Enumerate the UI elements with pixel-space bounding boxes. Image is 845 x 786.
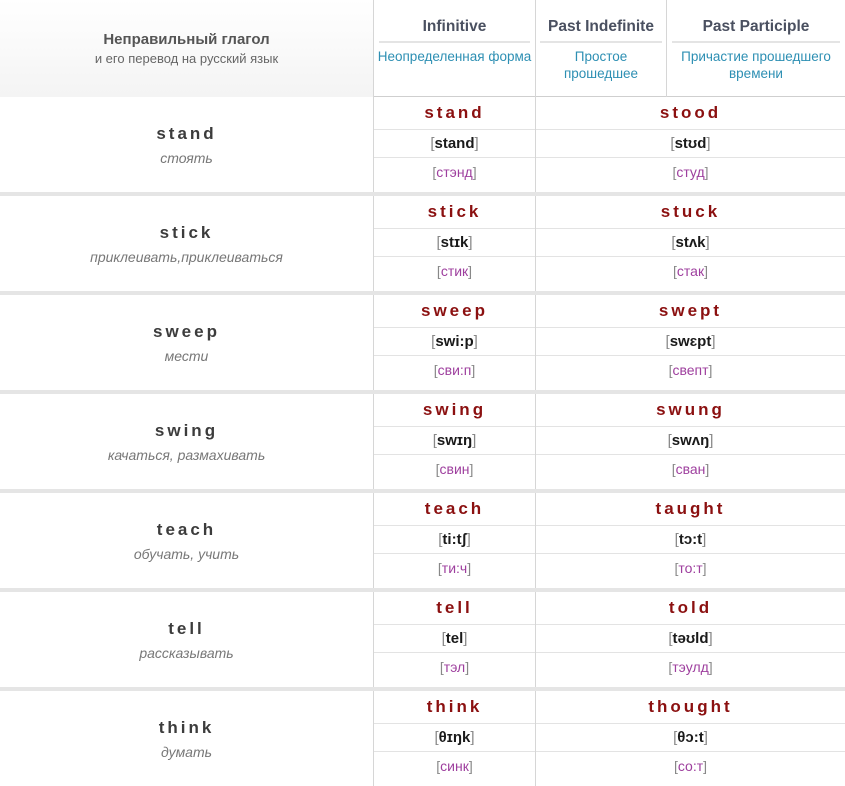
verb-russian: качаться, размахивать [107, 446, 266, 463]
verb-russian: приклеивать,приклеиваться [90, 248, 283, 265]
header-past-indefinite: Past Indefinite [540, 18, 662, 43]
past-forms-cell [536, 691, 845, 786]
infinitive-word: stick [427, 202, 482, 221]
past-word: swept [658, 301, 723, 320]
infinitive-transcription: [swɪŋ] [432, 432, 477, 449]
past-transcription: [təʊld] [668, 630, 713, 647]
past-word: taught [655, 499, 726, 518]
verb-cell [0, 691, 374, 786]
infinitive-russian-reading: [синк] [436, 758, 473, 774]
infinitive-cell [374, 592, 536, 687]
table-row [0, 592, 845, 691]
past-russian-reading: [то:т] [674, 560, 707, 576]
header-past-indefinite-column [536, 0, 667, 97]
past-transcription: [swʌŋ] [667, 432, 714, 449]
verb-english: tell [168, 618, 205, 638]
verb-russian: думать [161, 743, 212, 760]
past-word: stuck [660, 202, 721, 221]
table-row [0, 97, 845, 196]
header-verb-subtitle: и его перевод на русский язык [94, 51, 279, 66]
verb-cell [0, 97, 374, 192]
header-past-participle-column [667, 0, 845, 97]
header-infinitive-column [374, 0, 536, 97]
verb-russian: мести [164, 347, 209, 364]
past-russian-reading: [со:т] [673, 758, 708, 774]
infinitive-transcription: [stand] [430, 135, 479, 152]
past-word: told [668, 598, 713, 617]
verb-english: teach [156, 519, 217, 539]
infinitive-transcription: [ti:tʃ] [438, 531, 471, 548]
past-russian-reading: [тэулд] [668, 659, 713, 675]
infinitive-word: swing [422, 400, 487, 419]
verb-russian: рассказывать [139, 644, 234, 661]
header-infinitive: Infinitive [379, 18, 530, 43]
past-russian-reading: [сван] [671, 461, 710, 477]
table-row [0, 295, 845, 394]
verb-english: swing [154, 420, 219, 440]
past-forms-cell [536, 493, 845, 588]
past-word: thought [648, 697, 733, 716]
past-forms-cell [536, 196, 845, 291]
past-word: swung [656, 400, 725, 419]
infinitive-cell [374, 394, 536, 489]
infinitive-transcription: [stɪk] [436, 234, 473, 251]
infinitive-russian-reading: [свин] [435, 461, 474, 477]
past-forms-cell [536, 394, 845, 489]
infinitive-transcription: [swi:p] [431, 333, 478, 350]
infinitive-russian-reading: [тэл] [439, 659, 470, 675]
header-infinitive-ru: Неопределенная форма [377, 49, 532, 64]
verb-cell [0, 196, 374, 291]
infinitive-cell [374, 97, 536, 192]
past-forms-cell [536, 295, 845, 390]
past-transcription: [swɛpt] [665, 333, 716, 350]
infinitive-transcription: [θɪŋk] [434, 729, 475, 746]
infinitive-russian-reading: [стэнд] [432, 164, 477, 180]
verb-cell [0, 592, 374, 687]
table-row [0, 691, 845, 786]
infinitive-transcription: [tel] [441, 630, 468, 647]
infinitive-cell [374, 196, 536, 291]
verb-cell [0, 295, 374, 390]
infinitive-cell [374, 493, 536, 588]
infinitive-russian-reading: [ти:ч] [437, 560, 472, 576]
past-transcription: [θɔ:t] [673, 729, 708, 746]
past-forms-cell [536, 97, 845, 192]
infinitive-russian-reading: [сви:п] [433, 362, 476, 378]
infinitive-word: teach [424, 499, 485, 518]
infinitive-word: sweep [421, 301, 488, 320]
header-past-indefinite-ru: Простое прошедшее [563, 49, 639, 81]
header-past-participle-ru: Причастие прошедшего времени [681, 49, 831, 81]
verb-russian: обучать, учить [133, 545, 240, 562]
table-row [0, 493, 845, 592]
past-russian-reading: [студ] [672, 164, 709, 180]
infinitive-word: tell [436, 598, 473, 617]
past-word: stood [659, 103, 722, 122]
infinitive-cell [374, 691, 536, 786]
verb-english: think [158, 717, 215, 737]
verb-russian: стоять [160, 149, 213, 166]
header-past-participle: Past Participle [672, 18, 839, 43]
past-forms-cell [536, 592, 845, 687]
verb-english: stick [159, 222, 214, 242]
past-transcription: [stʊd] [670, 135, 711, 152]
infinitive-russian-reading: [стик] [436, 263, 473, 279]
header-verb-column [0, 0, 374, 97]
verb-english: sweep [153, 321, 220, 341]
verb-english: stand [156, 123, 217, 143]
table-row [0, 196, 845, 295]
infinitive-word: stand [424, 103, 485, 122]
past-transcription: [tɔ:t] [674, 531, 707, 548]
table-row [0, 394, 845, 493]
infinitive-cell [374, 295, 536, 390]
past-transcription: [stʌk] [671, 234, 710, 251]
verb-cell [0, 394, 374, 489]
past-russian-reading: [стак] [673, 263, 708, 279]
verb-cell [0, 493, 374, 588]
infinitive-word: think [426, 697, 483, 716]
past-russian-reading: [свепт] [668, 362, 713, 378]
table-header [0, 0, 845, 97]
header-verb-title: Неправильный глагол [103, 31, 270, 48]
